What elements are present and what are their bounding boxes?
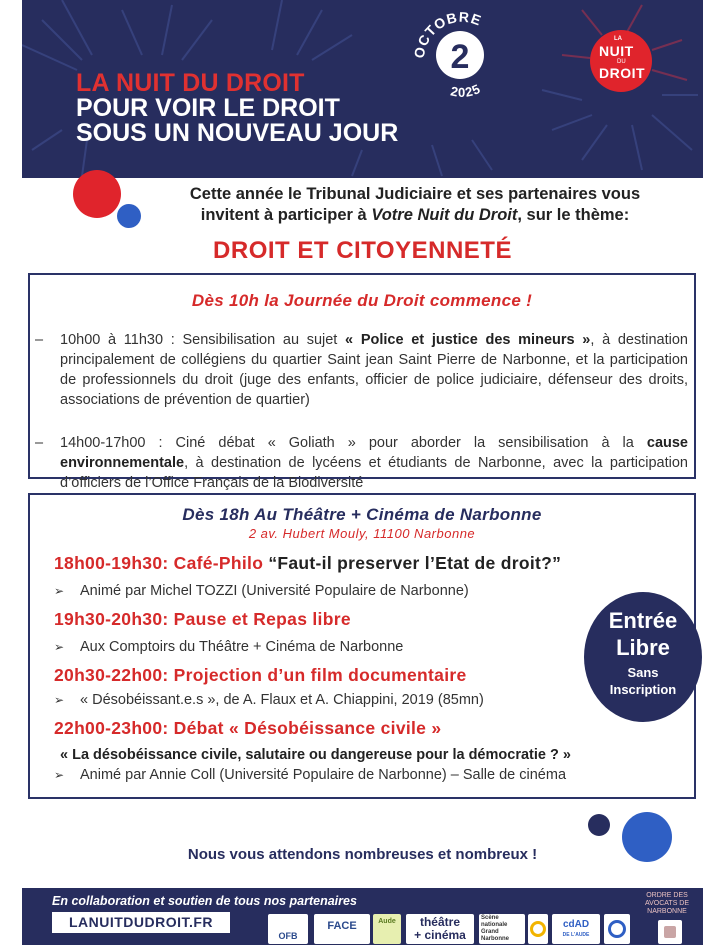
event-detail-text: Aux Comptoirs du Théâtre + Cinéma de Narbonne — [80, 639, 404, 655]
partner-name: Aude — [378, 918, 396, 925]
event-title: LA NUIT DU DROIT — [76, 69, 305, 97]
partner-logo-round — [528, 914, 548, 944]
partner-logo-emblem — [658, 920, 682, 944]
intro-line-2-start: invitent à participer à — [200, 206, 372, 224]
partner-name: OFB — [278, 931, 298, 941]
closing-message: Nous vous attendons nombreuses et nombreux ! — [187, 846, 538, 863]
day-program-item — [30, 330, 694, 410]
dash-bullet: – — [35, 332, 44, 348]
event-detail — [54, 639, 403, 655]
event-detail-text: Animé par Annie Coll (Université Populaire de Narbonne) – Salle de cinéma — [80, 767, 567, 783]
item-text: 10h00 à 11h30 : Sensibilisation au sujet — [60, 332, 346, 348]
logo-la: LA — [614, 36, 622, 42]
partner-logo-scene-nationale — [479, 914, 525, 944]
intro-line-2 — [130, 205, 700, 226]
badge-line-1: Entrée — [608, 608, 678, 633]
intro-event-name: Votre Nuit du Droit — [371, 206, 518, 224]
partner-logo-theatre-cinema — [406, 914, 474, 944]
partner-logo-face — [314, 914, 370, 944]
evening-program-title: Dès 18h Au Théâtre + Cinéma de Narbonne — [182, 505, 542, 524]
intro-line-1: Cette année le Tribunal Judiciaire et ses partenaires vous — [189, 185, 641, 203]
partner-logo-icon — [530, 921, 546, 937]
event-time: 20h30-22h00: Projection d’un film documentaire — [54, 665, 467, 685]
event-topic: “Faut-il preserver l’Etat de droit?” — [268, 553, 562, 573]
item-text: , à destination de lycéens et étudiants de Narbonne, avec la participation d’officiers de l’Office Français de la Biodiversité — [60, 455, 688, 491]
website-link[interactable]: LANUITDUDROIT.FR — [52, 912, 230, 933]
badge-line-2: Libre — [616, 635, 670, 660]
logo-nuit: NUIT — [599, 43, 634, 59]
item-text: 14h00-17h00 : Ciné débat « Goliath » pour aborder la sensibilisation à la — [60, 435, 647, 451]
partner-logo-aude — [373, 914, 401, 944]
arrow-bullet-icon: ➢ — [54, 693, 65, 707]
footer-bar — [22, 888, 703, 945]
partner-name: + cinéma — [414, 928, 466, 942]
arrow-bullet-icon: ➢ — [54, 640, 65, 654]
partner-name: FACE — [327, 920, 357, 932]
day-program-title: Dès 10h la Journée du Droit commence ! — [191, 291, 533, 310]
theme-title: DROIT ET CITOYENNETÉ — [213, 237, 512, 264]
partner-seal-icon — [608, 920, 626, 938]
item-highlight: cause environnementale — [60, 435, 688, 471]
date-badge — [410, 3, 510, 103]
event-time-debat — [54, 718, 441, 739]
free-entry-badge — [584, 592, 702, 722]
event-time: 22h00-23h00: Débat « Désobéissance civile » — [54, 718, 442, 738]
event-detail — [54, 583, 469, 599]
partner-name: Narbonne — [481, 936, 510, 942]
date-day: 2 — [450, 38, 470, 76]
partner-name: théâtre — [419, 915, 460, 929]
collaboration-text: En collaboration et soutien de tous nos partenaires — [52, 894, 357, 908]
intro-line-2-end: , sur le thème: — [517, 206, 630, 224]
red-dot-decoration — [73, 170, 121, 218]
badge-line-4: Inscription — [609, 682, 677, 697]
partner-name: cdAD — [562, 919, 590, 930]
item-highlight: « Police et justice des mineurs » — [345, 332, 591, 348]
partner-emblem-icon — [664, 926, 676, 938]
event-detail-text: « Désobéissant.e.s », de A. Flaux et A. Chiappini, 2019 (85mn) — [80, 692, 484, 708]
ordre-avocats-logo: ORDRE DES AVOCATS DE NARBONNE — [644, 892, 690, 915]
tagline-line-2: SOUS UN NOUVEAU JOUR — [76, 119, 399, 147]
event-time: 18h00-19h30: Café-Philo — [54, 553, 269, 573]
venue-address: 2 av. Hubert Mouly, 11100 Narbonne — [248, 526, 476, 541]
logo-droit: DROIT — [599, 65, 646, 81]
partner-logo-ofb — [268, 914, 308, 944]
debate-question: « La désobéissance civile, salutaire ou dangereuse pour la démocratie ? » — [60, 747, 571, 763]
date-year: 2025 — [449, 80, 484, 100]
arrow-bullet-icon: ➢ — [54, 768, 65, 782]
partner-name: nationale — [481, 922, 508, 928]
badge-line-3: Sans — [627, 665, 659, 680]
day-program-item — [30, 433, 694, 493]
event-detail — [54, 692, 484, 708]
svg-text:2025 — [449, 81, 483, 100]
event-time-projection — [54, 665, 467, 686]
event-time: 19h30-20h30: Pause et Repas libre — [54, 609, 351, 629]
day-program-box — [28, 273, 696, 491]
header-banner — [22, 0, 703, 178]
partner-name: Scène — [481, 915, 499, 921]
event-time-pause — [54, 609, 351, 630]
event-detail — [54, 767, 566, 783]
event-time-cafe-philo — [54, 553, 561, 574]
intro-text — [130, 184, 700, 226]
date-month: OCTOBRE — [410, 8, 485, 60]
item-text: , à destination principalement de collégiens du quartier Saint jean Saint Pierre de Narbonne, et la participation de professionnels du droit (juge des enfants, officier de police judiciaire, défenseur des droits, associations de prévention de quartier) — [60, 332, 688, 408]
navy-dot-decoration — [588, 814, 610, 836]
partner-logo-seal — [604, 914, 630, 944]
tagline-line-1: POUR VOIR LE DROIT — [76, 94, 340, 122]
partner-name: Grand — [481, 929, 499, 935]
logo-du: DU — [617, 59, 626, 65]
event-detail-text: Animé par Michel TOZZI (Université Populaire de Narbonne) — [80, 583, 469, 599]
arrow-bullet-icon: ➢ — [54, 584, 65, 598]
partner-logo-cdad — [552, 914, 600, 944]
partner-name: DE L'AUDE — [562, 932, 590, 938]
dash-bullet: – — [35, 435, 44, 451]
nuit-du-droit-logo — [590, 30, 652, 92]
